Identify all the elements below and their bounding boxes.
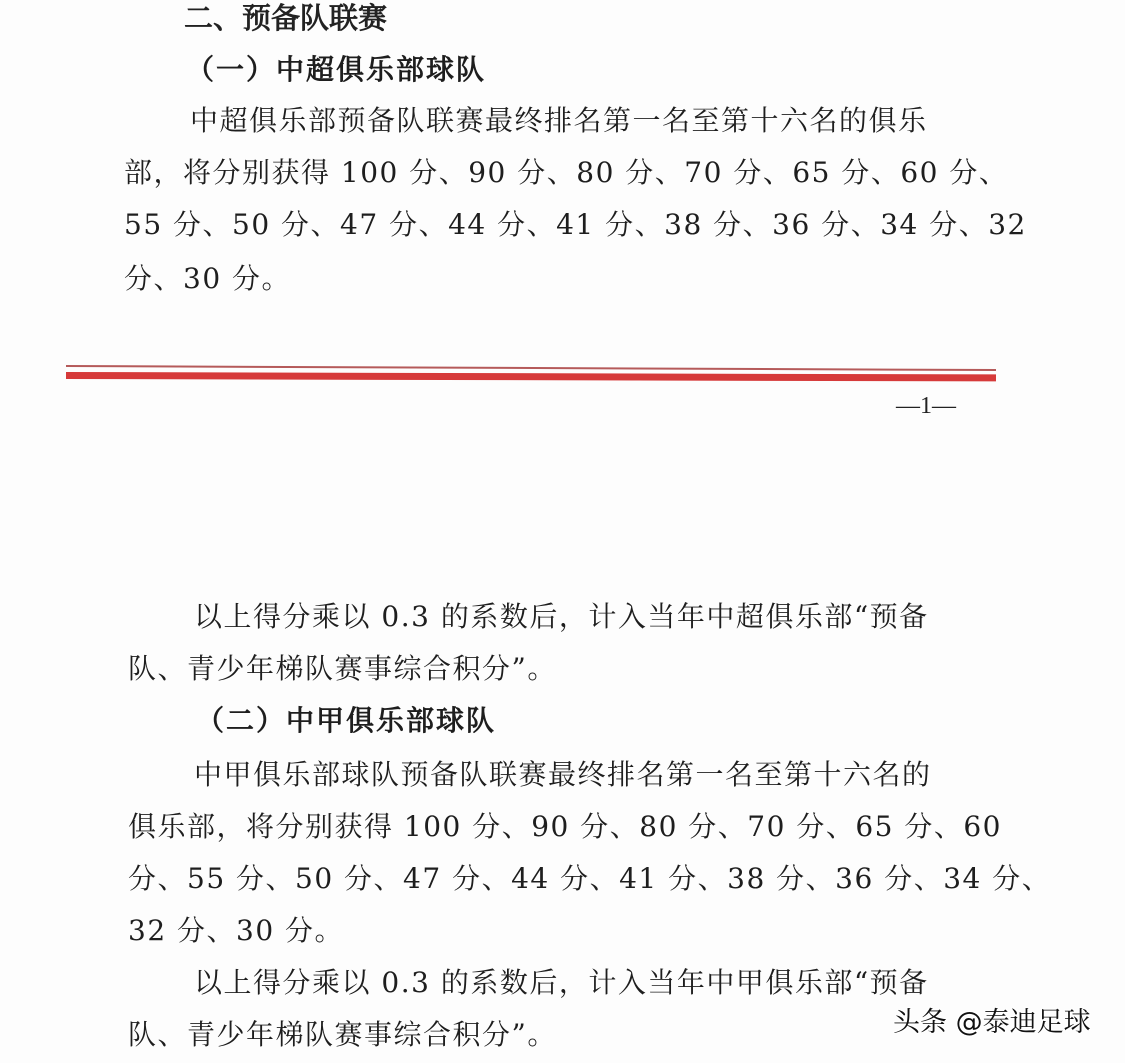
paragraph-line: 分、30 分。 (124, 262, 292, 295)
note-line: 队、青少年梯队赛事综合积分”。 (128, 1018, 557, 1051)
paragraph-line: 55 分、50 分、47 分、44 分、41 分、38 分、36 分、34 分、32 (124, 208, 1027, 241)
paragraph-line: 中甲俱乐部球队预备队联赛最终排名第一名至第十六名的 (194, 758, 932, 791)
paragraph-line: 分、55 分、50 分、47 分、44 分、41 分、38 分、36 分、34 分、 (128, 862, 1052, 895)
paragraph-line: 32 分、30 分。 (128, 914, 345, 947)
footer-rule-thick (66, 372, 996, 381)
footer-rule-thin (66, 365, 996, 371)
page-number: —1— (896, 393, 956, 419)
paragraph-line: 俱乐部，将分别获得 100 分、90 分、80 分、70 分、65 分、60 (128, 810, 1002, 843)
paragraph-line: 部，将分别获得 100 分、90 分、80 分、70 分、65 分、60 分、 (124, 156, 1009, 189)
note-line: 队、青少年梯队赛事综合积分”。 (128, 652, 557, 685)
note-line: 以上得分乘以 0.3 的系数后，计入当年中甲俱乐部“预备 (194, 966, 929, 999)
paragraph-line: 中超俱乐部预备队联赛最终排名第一名至第十六名的俱乐 (190, 104, 928, 137)
subsection-2-title: （二）中甲俱乐部球队 (196, 704, 497, 737)
watermark: 头条 @泰迪足球 (893, 1007, 1091, 1038)
note-line: 以上得分乘以 0.3 的系数后，计入当年中超俱乐部“预备 (194, 600, 929, 633)
subsection-1-title: （一）中超俱乐部球队 (186, 53, 487, 86)
section-title: 二、预备队联赛 (184, 1, 388, 35)
